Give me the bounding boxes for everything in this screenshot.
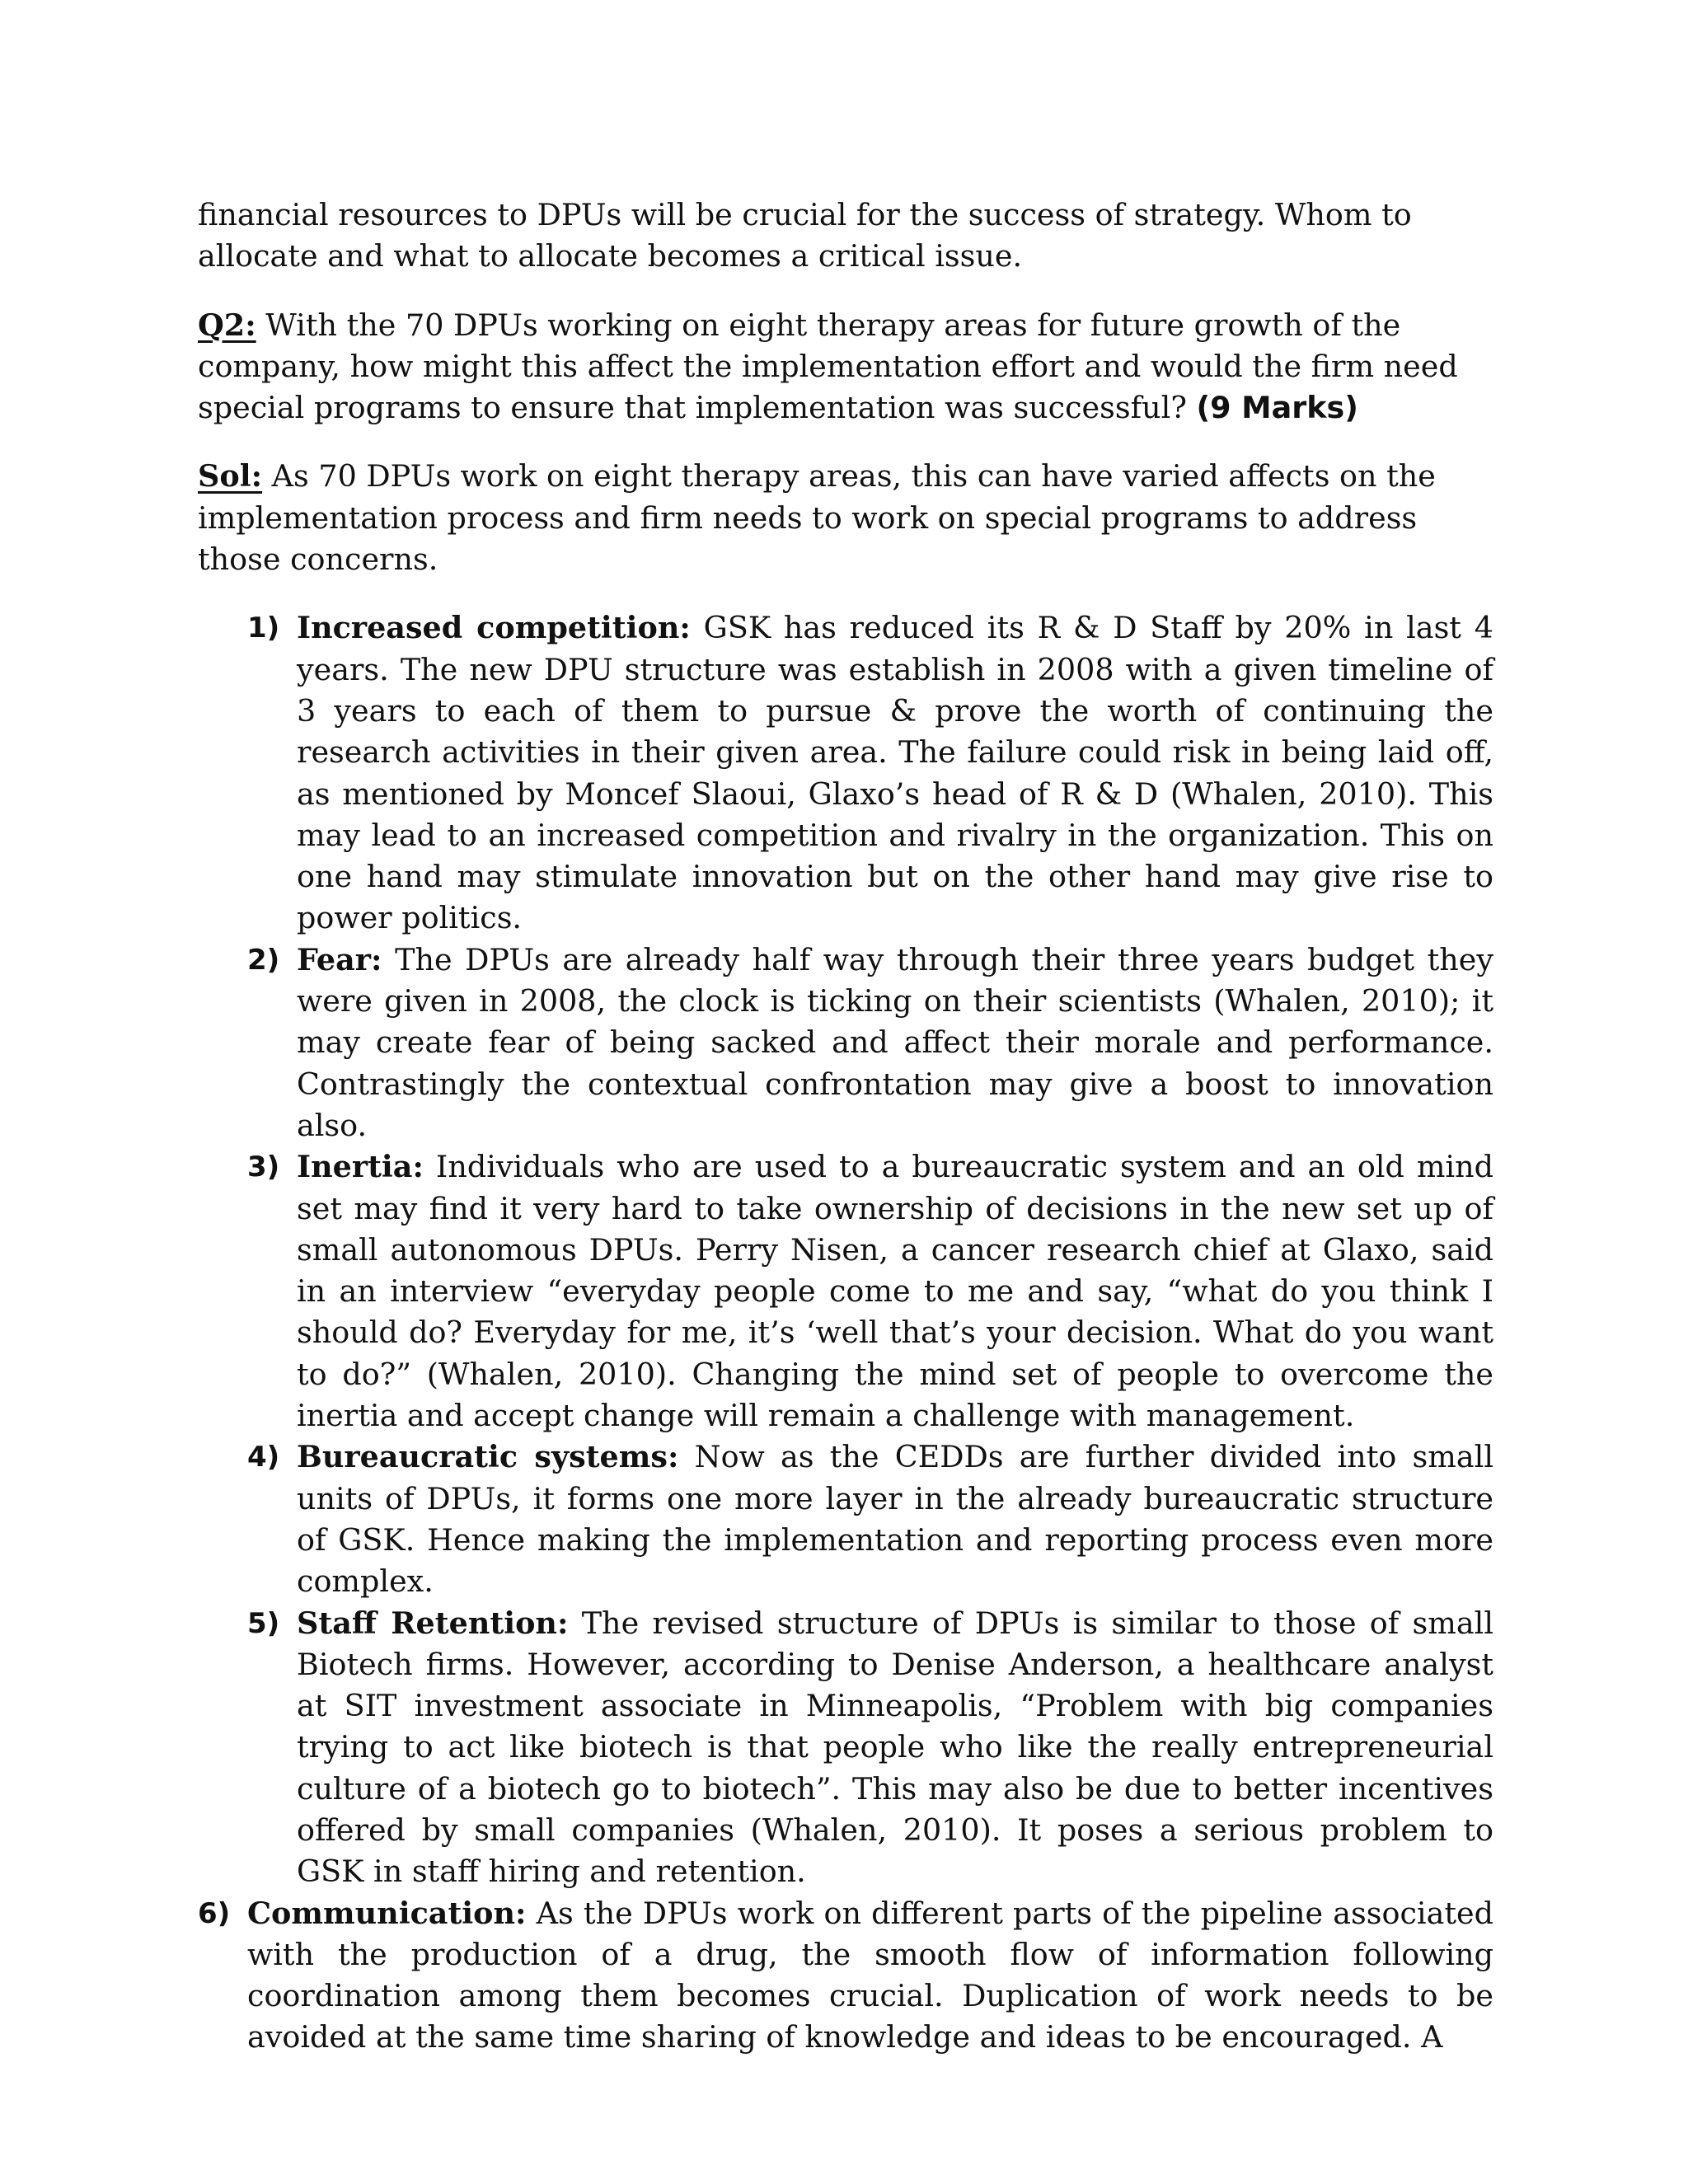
list-item-title: Communication: [247,1895,527,1931]
question-text: With the 70 DPUs working on eight therapy areas for future growth of the company, how might this affect the implementation effort and would the firm need special programs to ensure that implementation was successful? [198,307,1458,426]
list-item-text: GSK has reduced its R & D Staff by 20% in last 4 years. The new DPU structure was establish in 2008 with a given timeline of 3 years to each of them to pursue & prove the worth of continuing the research activities in their given area. The failure could risk in being laid off, as mentioned by Moncef Slaoui, Glaxo’s head of R & D (Whalen, 2010). This may lead to an increased competition and rivalry in the organization. This on one hand may stimulate innovation but on the other hand may give rise to power politics. [297,610,1493,936]
list-item-text: Now as the CEDDs are further divided into small units of DPUs, it forms one more layer in the already bureaucratic structure of GSK. Hence making the implementation and reporting process even more complex. [297,1439,1493,1600]
intro-text: financial resources to DPUs will be crucial for the success of strategy. Whom to allocate and what to allocate becomes a critical issue. [198,197,1412,274]
list-item [198,1893,1493,2059]
list-item-number: 3) [247,1151,280,1184]
list-item [247,1603,1493,1893]
document-page [198,194,1493,2059]
list-item-title: Inertia: [297,1149,424,1185]
question-paragraph [198,305,1493,429]
list-item [247,1146,1493,1436]
list-item-text: The DPUs are already half way through their three years budget they were given in 2008, the clock is ticking on their scientists (Whalen, 2010); it may create fear of being sacked and affect their morale and performance. Contrastingly the contextual confrontation may give a boost to innovation also. [297,941,1493,1143]
list-item-number: 1) [247,612,280,645]
list-item [247,607,1493,939]
solution-paragraph [198,456,1493,580]
list-item-number: 2) [247,943,280,977]
solution-text: As 70 DPUs work on eight therapy areas, this can have varied affects on the implementation process and firm needs to work on special programs to address those concerns. [198,458,1436,578]
list-item-number: 4) [247,1441,280,1474]
solution-label: Sol: [198,458,263,494]
list-item-text: As the DPUs work on different parts of the pipeline associated with the production of a drug, the smooth flow of information following coordination among them becomes crucial. Duplication of work needs to be avoided at the same time sharing of knowledge and ideas to be encouraged. A [247,1895,1493,2055]
list-item [247,940,1493,1146]
list-item-title: Staff Retention: [297,1605,569,1641]
list-item-title: Fear: [297,941,382,977]
list-item [247,1436,1493,1602]
list-item-text: Individuals who are used to a bureaucratic system and an old mind set may find it very hard to take ownership of decisions in the new set up of small autonomous DPUs. Perry Nisen, a cancer research chief at Glaxo, said in an interview “everyday people come to me and say, “what do you think I should do? Everyday for me, it’s ‘well that’s your decision. What do you want to do?” (Whalen, 2010). Changing the mind set of people to overcome the inertia and accept change will remain a challenge with management. [297,1149,1493,1434]
list-item-title: Bureaucratic systems: [297,1439,679,1475]
intro-paragraph [198,194,1493,278]
implementation-issues-list [198,607,1493,2058]
list-item-number: 5) [247,1606,280,1640]
question-marks: (9 Marks) [1196,390,1358,426]
list-item-number: 6) [198,1896,231,1930]
list-item-title: Increased competition: [297,610,691,646]
question-label: Q2: [198,307,256,343]
list-item-text: The revised structure of DPUs is similar to those of small Biotech firms. However, according to Denise Anderson, a healthcare analyst at SIT investment associate in Minneapolis, “Problem with big companies trying to act like biotech is that people who like the really entrepreneurial culture of a biotech go to biotech”. This may also be due to better incentives offered by small companies (Whalen, 2010). It poses a serious problem to GSK in staff hiring and retention. [297,1605,1493,1890]
